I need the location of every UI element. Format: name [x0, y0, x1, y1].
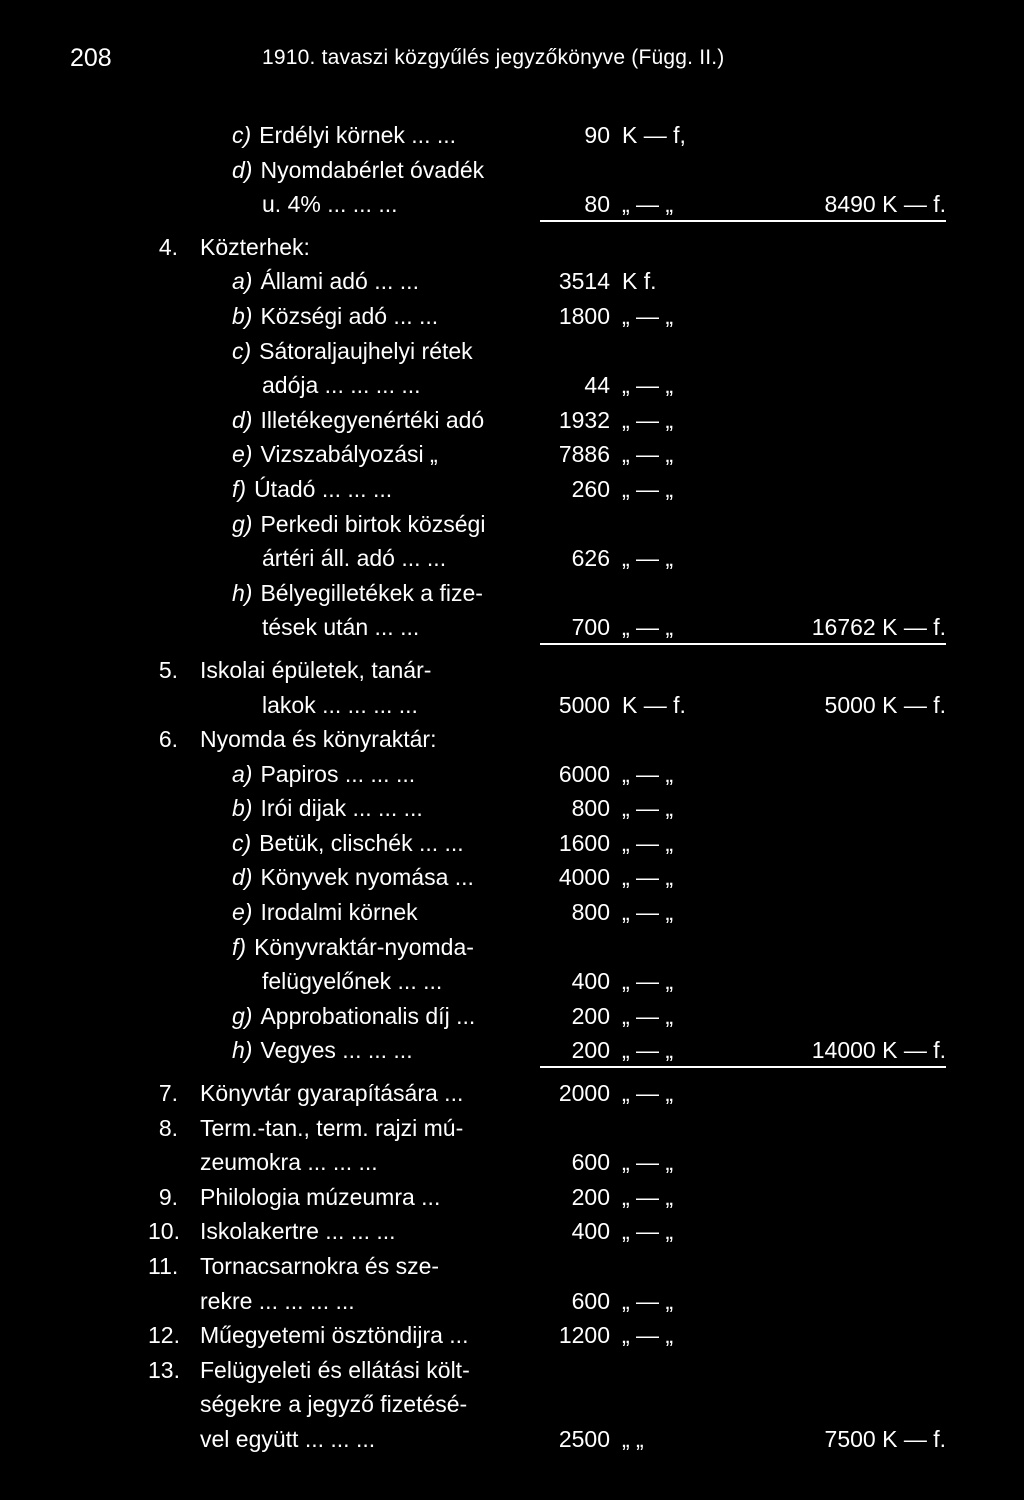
row-unit: „ — „	[622, 1149, 674, 1176]
row-amount: 260	[571, 475, 610, 502]
table-row	[0, 964, 1024, 999]
row-amount: 80	[584, 191, 610, 218]
row-unit: „ — „	[622, 475, 674, 502]
table-row	[0, 187, 1024, 222]
row-unit: „ — „	[622, 1322, 674, 1349]
row-amount: 400	[571, 1218, 610, 1245]
row-unit: „ — „	[622, 1287, 674, 1314]
table-row	[0, 1111, 1024, 1146]
row-total: 14000 K — f.	[811, 1037, 946, 1064]
row-description	[232, 299, 438, 333]
table-row	[0, 576, 1024, 611]
row-description	[158, 1111, 464, 1145]
section-label: Nyomda és könyraktár:	[200, 726, 437, 753]
row-description	[232, 403, 484, 437]
table-row	[0, 230, 1024, 265]
row-unit: „ — „	[622, 1037, 674, 1064]
row-total: 7500 K — f.	[824, 1425, 946, 1452]
item-label: Állami adó ... ...	[260, 268, 419, 295]
page-number: 208	[70, 44, 112, 72]
item-label: Papiros ... ... ...	[260, 760, 416, 787]
section-number: 11.	[148, 1253, 179, 1279]
row-description	[232, 472, 392, 506]
row-description	[232, 576, 483, 610]
ledger-table	[0, 118, 1024, 1457]
row-unit: „ — „	[622, 899, 674, 926]
table-row	[0, 722, 1024, 757]
section-label: Közterhek:	[200, 233, 310, 260]
item-letter: c)	[232, 337, 252, 364]
table-row	[0, 1214, 1024, 1249]
table-row	[0, 264, 1024, 299]
row-unit: „ — „	[622, 191, 674, 218]
row-unit: K — f.	[622, 691, 686, 718]
row-description	[232, 507, 485, 541]
row-amount: 1200	[558, 1322, 610, 1349]
table-row	[0, 1180, 1024, 1215]
item-label: Illetékegyenértéki adó	[260, 406, 485, 433]
item-label: Könyvek nyomása ...	[260, 864, 474, 891]
row-unit: K — f,	[622, 122, 686, 148]
row-total: 5000 K — f.	[824, 691, 946, 718]
table-row	[0, 1387, 1024, 1422]
item-label: Erdélyi körnek ... ...	[259, 122, 457, 148]
section-label: Iskolakertre ... ... ...	[200, 1218, 396, 1245]
table-row	[0, 895, 1024, 930]
row-unit: „ — „	[622, 441, 674, 468]
item-label: Könyvraktár-nyomda-	[254, 933, 474, 960]
row-unit: „ „	[622, 1425, 644, 1452]
running-title: 1910. tavaszi közgyűlés jegyzőkönyve (Függ. II.)	[262, 46, 725, 69]
table-row	[0, 757, 1024, 792]
table-row	[0, 653, 1024, 688]
item-label: Községi adó ... ...	[260, 302, 439, 329]
row-description: felügyelőnek ... ...	[262, 968, 443, 995]
section-label: Term.-tan., term. rajzi mú-	[200, 1114, 464, 1141]
item-letter: d)	[232, 156, 253, 183]
row-description	[148, 1214, 396, 1248]
table-row	[0, 1145, 1024, 1180]
row-description	[232, 757, 415, 791]
table-row	[0, 541, 1024, 576]
row-description	[158, 1076, 464, 1110]
row-unit: „ — „	[622, 1080, 674, 1107]
item-letter: g)	[232, 1002, 253, 1029]
row-description: ségekre a jegyző fizetésé-	[200, 1391, 468, 1418]
row-description: tések után ... ...	[262, 614, 420, 641]
row-description	[232, 264, 419, 298]
row-description: u. 4% ... ... ...	[262, 191, 398, 218]
table-row	[0, 1284, 1024, 1319]
table-row	[0, 860, 1024, 895]
item-label: Vizszabályozási „	[260, 441, 438, 468]
row-description	[158, 722, 437, 756]
item-label: Bélyegilletékek a fize-	[260, 579, 483, 606]
item-letter: d)	[232, 406, 253, 433]
item-label: Betük, clischék ... ...	[259, 829, 464, 856]
row-unit: „ — „	[622, 302, 674, 329]
section-label: Felügyeleti és ellátási költ-	[200, 1356, 470, 1383]
row-description: ártéri áll. adó ... ...	[262, 545, 447, 572]
item-letter: g)	[232, 510, 253, 537]
section-number: 5.	[158, 656, 178, 683]
table-row	[0, 403, 1024, 438]
row-total: 8490 K — f.	[824, 191, 946, 218]
table-row	[0, 437, 1024, 472]
section-label: Műegyetemi ösztöndijra ...	[200, 1322, 469, 1349]
table-row	[0, 1249, 1024, 1284]
item-letter: f)	[232, 933, 247, 960]
row-amount: 800	[571, 899, 610, 926]
row-amount: 626	[571, 545, 610, 572]
row-amount: 200	[571, 1037, 610, 1064]
item-letter: b)	[232, 302, 253, 329]
row-description: adója ... ... ... ...	[262, 372, 421, 399]
item-letter: a)	[232, 760, 253, 787]
item-letter: d)	[232, 864, 253, 891]
item-label: Irói dijak ... ... ...	[260, 795, 423, 822]
section-number: 4.	[158, 233, 178, 260]
item-letter: h)	[232, 1037, 253, 1064]
section-number: 12.	[148, 1322, 180, 1349]
item-label: Vegyes ... ... ...	[260, 1037, 413, 1064]
table-row	[0, 299, 1024, 334]
row-description	[232, 334, 473, 368]
row-amount: 600	[571, 1149, 610, 1176]
row-amount: 800	[571, 795, 610, 822]
row-description	[158, 653, 432, 687]
section-number: 10.	[148, 1218, 180, 1245]
row-amount: 1600	[558, 829, 610, 856]
item-label: Útadó ... ... ...	[254, 475, 393, 502]
row-total: 16762 K — f.	[811, 614, 946, 641]
row-description: vel együtt ... ... ...	[200, 1425, 376, 1452]
item-letter: e)	[232, 899, 253, 926]
item-letter: h)	[232, 579, 253, 606]
subtotal-rule	[540, 220, 946, 222]
row-amount: 200	[571, 1002, 610, 1029]
section-number: 13.	[148, 1356, 180, 1383]
row-unit: „ — „	[622, 795, 674, 822]
table-row	[0, 826, 1024, 861]
row-description: lakok ... ... ... ...	[262, 691, 418, 718]
row-amount: 1800	[558, 302, 610, 329]
row-unit: „ — „	[622, 1183, 674, 1210]
section-number: 9.	[158, 1183, 178, 1210]
table-row	[0, 153, 1024, 188]
section-label: Philologia múzeumra ...	[200, 1183, 441, 1210]
item-letter: e)	[232, 441, 253, 468]
row-amount: 400	[571, 968, 610, 995]
row-unit: „ — „	[622, 864, 674, 891]
row-description: zeumokra ... ... ...	[200, 1149, 378, 1176]
row-amount: 4000	[558, 864, 610, 891]
row-description	[232, 826, 464, 860]
row-unit: „ — „	[622, 968, 674, 995]
section-label: Könyvtár gyarapítására ...	[200, 1080, 464, 1107]
row-unit: „ — „	[622, 1218, 674, 1245]
table-row	[0, 1033, 1024, 1068]
row-unit: „ — „	[622, 545, 674, 572]
row-amount: 90	[584, 122, 610, 148]
row-amount: 44	[584, 372, 610, 399]
section-number: 8.	[158, 1114, 178, 1141]
row-amount: 7886	[558, 441, 610, 468]
page-header	[0, 44, 1024, 84]
subtotal-rule	[540, 1066, 946, 1068]
item-letter: b)	[232, 795, 253, 822]
row-description	[232, 437, 438, 471]
subtotal-rule	[540, 643, 946, 645]
item-label: Sátoraljaujhelyi rétek	[259, 337, 473, 364]
table-row	[0, 368, 1024, 403]
table-row	[0, 507, 1024, 542]
section-label: Tornacsarnokra és sze-	[200, 1253, 440, 1279]
section-label: Iskolai épületek, tanár-	[200, 656, 432, 683]
row-description	[148, 1353, 470, 1387]
table-row	[0, 610, 1024, 645]
table-row	[0, 118, 1024, 153]
row-description	[158, 1180, 441, 1214]
table-row	[0, 1318, 1024, 1353]
row-amount: 2000	[558, 1080, 610, 1107]
table-row	[0, 791, 1024, 826]
row-amount: 1932	[558, 406, 610, 433]
row-amount: 2500	[558, 1425, 610, 1452]
row-amount: 700	[571, 614, 610, 641]
row-description	[232, 930, 474, 964]
item-letter: c)	[232, 829, 252, 856]
table-row	[0, 472, 1024, 507]
item-letter: c)	[232, 122, 252, 148]
row-amount: 600	[571, 1287, 610, 1314]
row-amount: 3514	[558, 268, 610, 295]
item-letter: a)	[232, 268, 253, 295]
row-description	[232, 791, 423, 825]
item-label: Irodalmi körnek	[260, 899, 418, 926]
row-description	[232, 153, 484, 187]
table-row	[0, 688, 1024, 723]
table-row	[0, 1353, 1024, 1388]
row-unit: „ — „	[622, 1002, 674, 1029]
table-row	[0, 334, 1024, 369]
item-letter: f)	[232, 475, 247, 502]
row-description	[158, 230, 310, 264]
table-row	[0, 1076, 1024, 1111]
row-description	[232, 860, 474, 894]
row-amount: 200	[571, 1183, 610, 1210]
item-label: Perkedi birtok községi	[260, 510, 486, 537]
row-description	[232, 118, 456, 152]
row-unit: „ — „	[622, 406, 674, 433]
section-number: 6.	[158, 726, 178, 753]
row-description: rekre ... ... ... ...	[200, 1287, 355, 1314]
row-unit: K f.	[622, 268, 657, 295]
row-amount: 6000	[558, 760, 610, 787]
table-row	[0, 930, 1024, 965]
row-unit: „ — „	[622, 614, 674, 641]
row-unit: „ — „	[622, 372, 674, 399]
row-description	[232, 999, 475, 1033]
row-description	[232, 1033, 413, 1067]
row-description	[148, 1249, 440, 1283]
table-row	[0, 999, 1024, 1034]
item-label: Approbationalis díj ...	[260, 1002, 476, 1029]
section-number: 7.	[158, 1080, 178, 1107]
table-row	[0, 1422, 1024, 1457]
row-unit: „ — „	[622, 760, 674, 787]
row-description	[232, 895, 418, 929]
row-description	[148, 1318, 469, 1352]
row-unit: „ — „	[622, 829, 674, 856]
row-amount: 5000	[558, 691, 610, 718]
item-label: Nyomdabérlet óvadék	[260, 156, 485, 183]
